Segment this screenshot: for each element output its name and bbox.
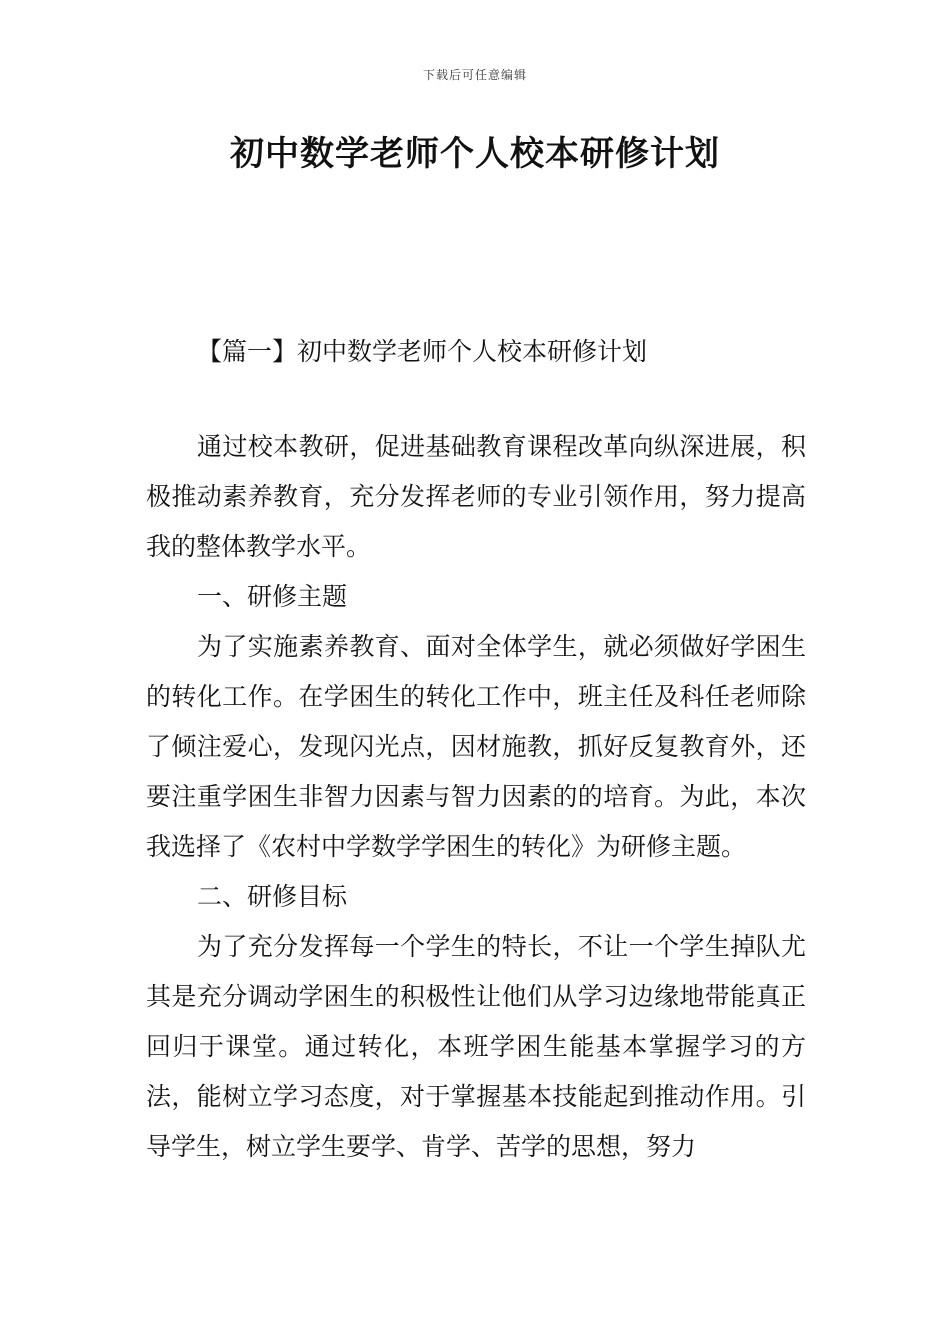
paragraph-research-goals: 为了充分发挥每一个学生的特长，不让一个学生掉队尤其是充分调动学困生的积极性让他们从学习边缘地带能真正回归于课堂。通过转化，本班学困生能基本掌握学习的方法，能树立学习态度，对于掌握基本技能起到推动作用。引导学生，树立学生要学、肯学、苦学的思想，努力: [146, 932, 806, 1161]
heading-research-goals: 二、研修目标: [197, 882, 348, 911]
paragraph-intro: 通过校本教研，促进基础教育课程改革向纵深进展，积极推动素养教育，充分发挥老师的专业引领作用，努力提高我的整体教学水平。: [146, 432, 806, 561]
heading-research-theme: 一、研修主题: [197, 582, 348, 611]
header-note: 下载后可任意编辑: [422, 68, 527, 82]
document-title: 初中数学老师个人校本研修计划: [230, 134, 720, 174]
section-title: 【篇一】初中数学老师个人校本研修计划: [197, 337, 648, 366]
paragraph-research-theme: 为了实施素养教育、面对全体学生，就必须做好学困生的转化工作。在学困生的转化工作中，班主任及科任老师除了倾注爱心，发现闪光点，因材施教，抓好反复教育外，还要注重学困生非智力因素与智力因素的的培育。为此，本次我选择了《农村中学数学学困生的转化》为研修主题。: [146, 632, 806, 861]
body-text: [146, 422, 806, 1172]
